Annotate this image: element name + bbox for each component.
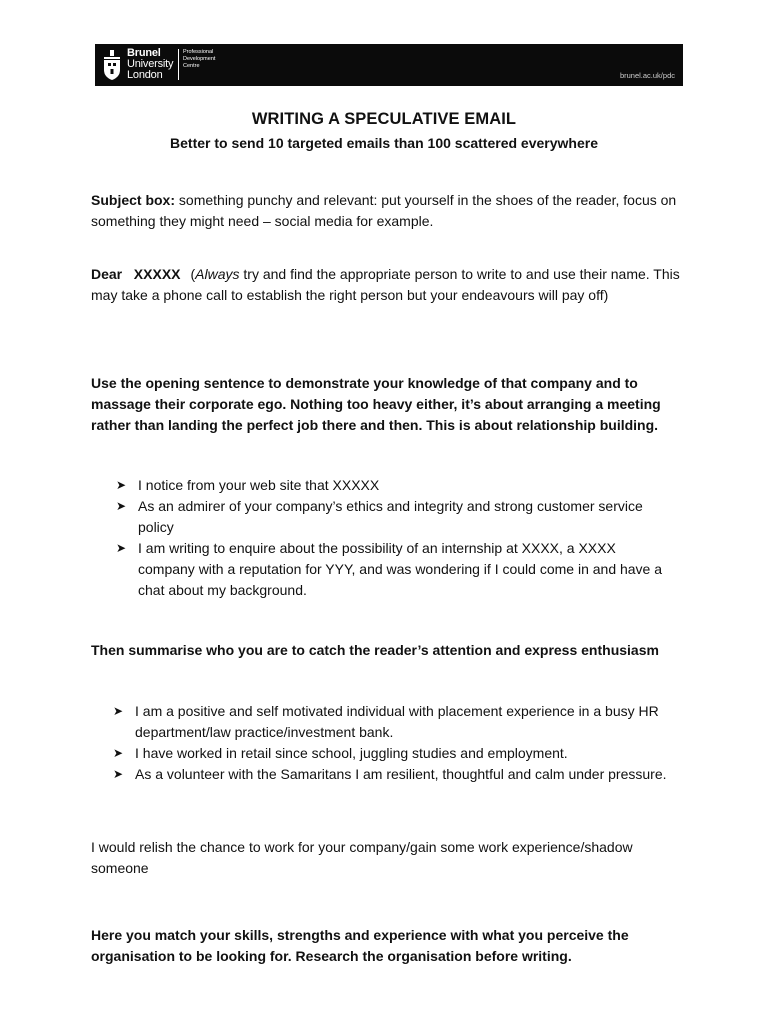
centre-line-2: Development — [183, 56, 216, 62]
dear-paragraph — [91, 264, 681, 306]
centre-name — [183, 49, 215, 70]
list-item-text: As a volunteer with the Samaritans I am resilient, thoughtful and calm under pressure. — [135, 766, 667, 782]
document-subtitle: Better to send 10 targeted emails than 100 scattered everywhere — [170, 135, 598, 151]
dear-always: Always — [195, 266, 240, 282]
arrow-bullet-icon: ➤ — [116, 478, 127, 492]
list-item-text: I have worked in retail since school, juggling studies and employment. — [135, 745, 568, 761]
arrow-bullet-icon: ➤ — [116, 541, 127, 555]
centre-line-3: Centre — [183, 63, 200, 69]
summarise-bullet-list — [113, 701, 679, 785]
opening-bullet-list — [116, 475, 676, 601]
list-item-text: I am a positive and self motivated individual with placement experience in a busy HR department/law practice/investment bank. — [135, 703, 659, 740]
list-item — [113, 764, 679, 785]
arrow-bullet-icon: ➤ — [113, 767, 124, 781]
opening-paragraph: Use the opening sentence to demonstrate your knowledge of that company and to massage their corporate ego. Nothing too heavy either, it’s about arranging a meeting rather than landing the perfect job there and then. This is about relationship building. — [91, 375, 661, 433]
list-item-text: As an admirer of your company’s ethics and integrity and strong customer service policy — [138, 498, 643, 535]
subject-text: something punchy and relevant: put yourself in the shoes of the reader, focus on something they might need – social media for example. — [91, 192, 677, 229]
brand-line-1: Brunel — [127, 47, 161, 59]
centre-line-1: Professional — [183, 49, 214, 55]
document-title: WRITING A SPECULATIVE EMAIL — [251, 110, 517, 128]
university-crest-icon — [102, 50, 122, 80]
brand-line-2: University — [127, 58, 174, 70]
dear-open-paren: ( — [190, 266, 196, 282]
brand-divider — [178, 49, 179, 80]
dear-label: Dear XXXXX — [91, 266, 181, 282]
arrow-bullet-icon: ➤ — [113, 704, 124, 718]
list-item-text: I notice from your web site that XXXXX — [138, 477, 380, 493]
arrow-bullet-icon: ➤ — [113, 746, 124, 760]
list-item — [116, 496, 676, 538]
match-paragraph: Here you match your skills, strengths and experience with what you perceive the organisation to be looking for. Research the organisation before writing. — [91, 927, 629, 964]
relish-paragraph: I would relish the chance to work for your company/gain some work experience/shadow someone — [91, 839, 633, 876]
summarise-paragraph: Then summarise who you are to catch the reader’s attention and express enthusiasm — [91, 642, 659, 658]
subject-paragraph — [91, 190, 681, 232]
header-banner — [95, 44, 683, 86]
header-url[interactable]: brunel.ac.uk/pdc — [619, 71, 675, 80]
subject-label: Subject box: — [91, 192, 176, 208]
brand-line-3: London — [127, 69, 163, 81]
dear-text: try and find the appropriate person to write to and use their name. This may take a phone call to establish the right person but your endeavours will pay off) — [91, 266, 680, 303]
arrow-bullet-icon: ➤ — [116, 499, 127, 513]
list-item — [116, 475, 676, 496]
list-item — [116, 538, 676, 601]
list-item — [113, 701, 679, 743]
list-item-text: I am writing to enquire about the possibility of an internship at XXXX, a XXXX company with a reputation for YYY, and was wondering if I could come in and have a chat about my background. — [138, 540, 663, 598]
brand-name — [127, 48, 173, 81]
list-item — [113, 743, 679, 764]
